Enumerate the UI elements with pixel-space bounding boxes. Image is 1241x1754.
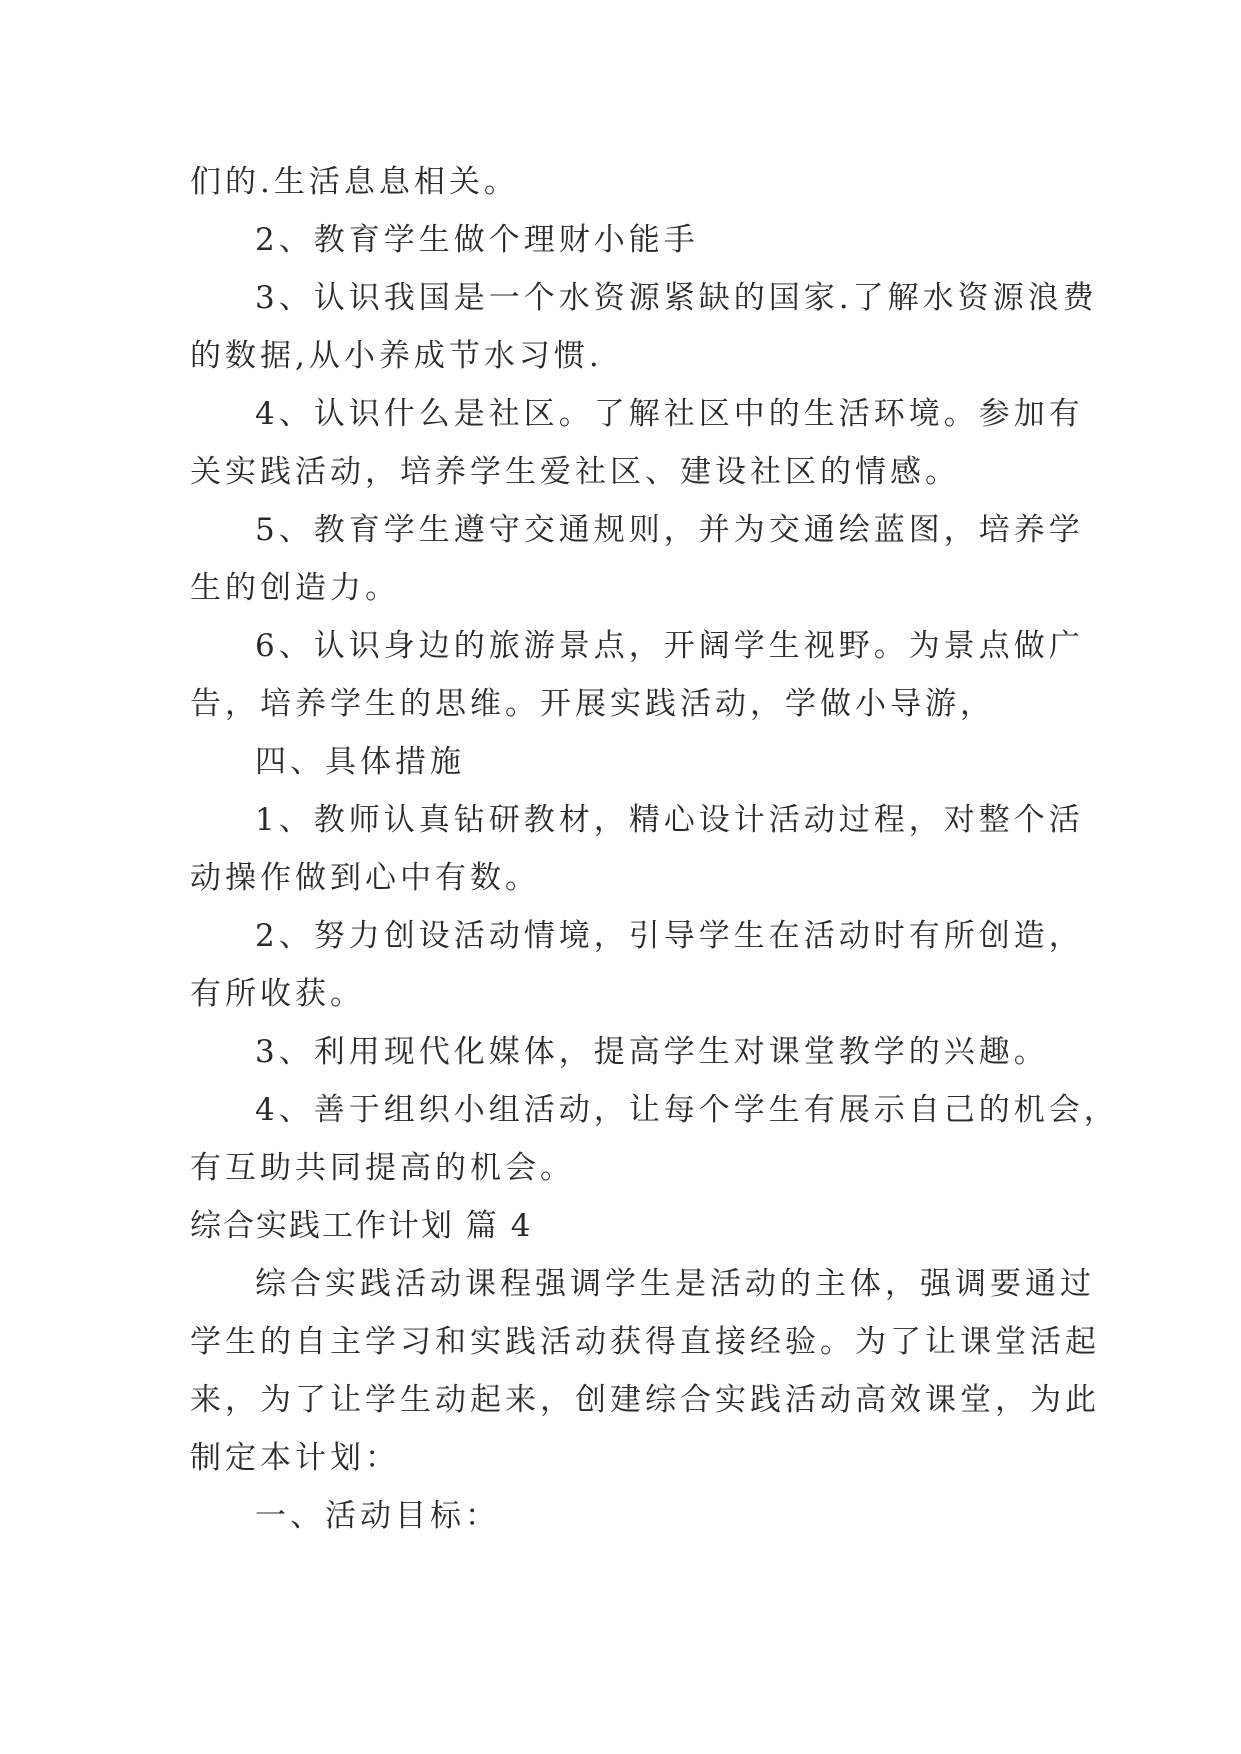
text-line: 们的.生活息息相关。 (190, 164, 519, 200)
text-line: 关实践活动，培养学生爱社区、建设社区的情感。 (190, 454, 960, 490)
text-line: 综合实践活动课程强调学生是活动的主体，强调要通过 (255, 1266, 1095, 1302)
text-line: 的数据,从小养成节水习惯. (190, 338, 603, 374)
article-heading: 综合实践工作计划 篇 4 (190, 1208, 533, 1244)
text-line: 生的创造力。 (190, 570, 400, 606)
section-heading: 一、活动目标： (255, 1498, 500, 1534)
text-line: 告，培养学生的思维。开展实践活动，学做小导游， (190, 686, 995, 722)
text-line: 学生的自主学习和实践活动获得直接经验。为了让课堂活起 (190, 1324, 1100, 1360)
text-line: 有互助共同提高的机会。 (190, 1150, 575, 1186)
text-line: 5、教育学生遵守交通规则，并为交通绘蓝图，培养学 (255, 512, 1084, 548)
text-line: 2、努力创设活动情境，引导学生在活动时有所创造， (255, 918, 1084, 954)
text-line: 动操作做到心中有数。 (190, 860, 540, 896)
text-line: 2、教育学生做个理财小能手 (255, 222, 699, 258)
text-line: 来，为了让学生动起来，创建综合实践活动高效课堂，为此 (190, 1382, 1100, 1418)
text-line: 4、善于组织小组活动，让每个学生有展示自己的机会， (255, 1092, 1119, 1128)
text-line: 6、认识身边的旅游景点，开阔学生视野。为景点做广 (255, 628, 1084, 664)
text-line: 3、认识我国是一个水资源紧缺的国家.了解水资源浪费 (255, 280, 1098, 316)
text-line: 1、教师认真钻研教材，精心设计活动过程，对整个活 (255, 802, 1084, 838)
text-line: 有所收获。 (190, 976, 365, 1012)
text-line: 3、利用现代化媒体，提高学生对课堂教学的兴趣。 (255, 1034, 1049, 1070)
section-heading: 四、具体措施 (255, 744, 465, 780)
text-line: 4、认识什么是社区。了解社区中的生活环境。参加有 (255, 396, 1084, 432)
text-line: 制定本计划： (190, 1440, 400, 1476)
